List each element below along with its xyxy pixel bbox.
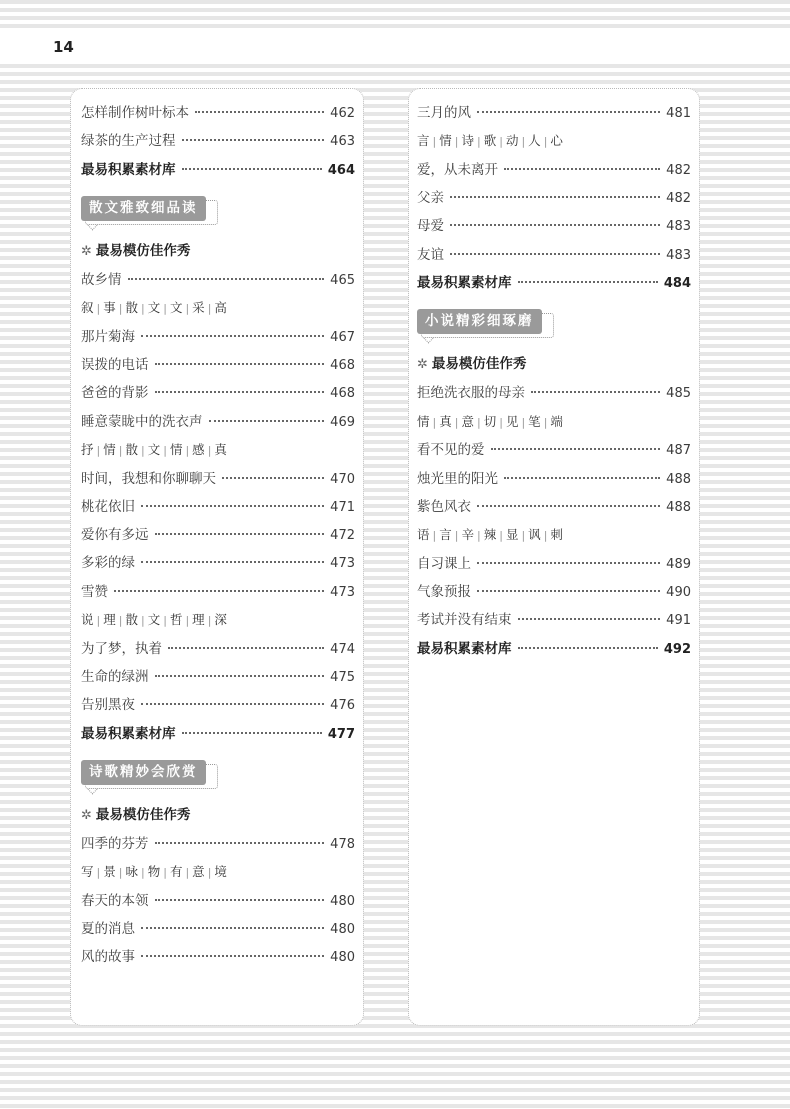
leader-dots [450, 196, 660, 198]
sub-char: 显 [505, 527, 519, 543]
entry-title: 爱你有多远 [81, 527, 149, 544]
leader-dots [504, 168, 660, 170]
toc-entry[interactable] [417, 212, 691, 240]
sub-char: 理 [192, 612, 205, 628]
toc-entry[interactable] [81, 915, 355, 943]
entry-title: 最易积累素材库 [81, 161, 176, 178]
sub-char: 事 [103, 300, 116, 316]
toc-entry-library[interactable] [417, 635, 691, 663]
entry-page: 475 [330, 669, 355, 685]
toc-entry-library[interactable] [81, 720, 355, 748]
leader-dots [141, 927, 324, 929]
banner-label: 散文雅致细品读 [81, 196, 206, 221]
subsection-heading: 言 | 情 | 诗 | 歌 | 动 | 人 | 心 [417, 133, 563, 149]
entry-page: 478 [330, 836, 355, 852]
entry-title: 故乡情 [81, 271, 122, 288]
leader-dots [518, 281, 658, 283]
entry-title: 那片菊海 [81, 328, 135, 345]
sub-char: 叙 [81, 300, 94, 316]
toc-group [81, 99, 355, 184]
sub-char: 意 [461, 413, 474, 429]
leader-dots [155, 363, 325, 365]
sub-char: 情 [103, 441, 116, 457]
entry-title: 桃花依旧 [81, 498, 135, 515]
leader-dots [155, 675, 325, 677]
sub-char: 诗 [461, 133, 474, 149]
sub-char: 端 [550, 413, 563, 429]
toc-entry[interactable] [417, 578, 691, 606]
sub-char: 抒 [81, 441, 94, 457]
leader-dots [168, 647, 324, 649]
leader-dots [128, 278, 325, 280]
toc-entry[interactable] [81, 465, 355, 493]
leader-dots [114, 590, 324, 592]
sub-char: 散 [125, 612, 138, 628]
leader-dots [504, 477, 660, 479]
entry-page: 490 [666, 585, 691, 601]
entry-page: 492 [663, 641, 691, 657]
sub-char: 写 [81, 864, 94, 880]
subsection-heading: 语 | 言 | 辛 | 辣 | 显 | 讽 | 刺 [417, 527, 563, 543]
subsection-heading: 说 | 理 | 散 | 文 | 哲 | 理 | 深 [81, 612, 227, 628]
entry-page: 480 [330, 950, 355, 966]
entry-page: 472 [330, 528, 355, 544]
entry-page: 474 [330, 641, 355, 657]
toc-entry[interactable] [417, 493, 691, 521]
sub-char: 心 [550, 133, 563, 149]
sub-char: 有 [169, 864, 183, 880]
entry-page: 468 [330, 386, 355, 402]
toc-entry[interactable] [81, 887, 355, 915]
sub-char: 语 [417, 527, 430, 543]
entry-title: 告别黑夜 [81, 697, 135, 714]
leader-dots [531, 391, 660, 393]
sub-char: 境 [214, 864, 227, 880]
leader-dots [182, 732, 322, 734]
entry-page: 468 [330, 358, 355, 374]
toc-entry[interactable] [81, 99, 355, 127]
banner-label: 诗歌精妙会欣赏 [81, 760, 206, 785]
sub-char: 情 [439, 133, 452, 149]
leader-dots [477, 111, 660, 113]
entry-page: 463 [330, 134, 355, 150]
entry-title: 误拨的电话 [81, 357, 149, 374]
section-banner-fiction [417, 297, 691, 350]
toc-entry[interactable] [417, 156, 691, 184]
leader-dots [141, 561, 324, 563]
sub-char: 见 [505, 413, 519, 429]
sub-char: 辛 [461, 527, 474, 543]
sub-char: 歌 [483, 133, 497, 149]
entry-page: 480 [330, 922, 355, 938]
toc-entry[interactable] [81, 493, 355, 521]
leader-dots [518, 647, 658, 649]
toc-entry[interactable] [81, 408, 355, 436]
section-banner-poetry [81, 748, 355, 801]
toc-entry[interactable] [81, 521, 355, 549]
sub-char: 深 [214, 612, 227, 628]
entry-page: 488 [666, 471, 691, 487]
header-band [0, 31, 790, 61]
entry-page: 483 [666, 247, 691, 263]
sub-char: 哲 [169, 612, 183, 628]
sub-char: 文 [147, 612, 161, 628]
sub-char: 说 [81, 612, 94, 628]
entry-page: 491 [666, 613, 691, 629]
entry-title: 为了梦，执着 [81, 640, 162, 657]
entry-title: 春天的本领 [81, 892, 149, 909]
entry-title: 时间，我想和你聊聊天 [81, 470, 216, 487]
gear-icon: ✲ [81, 807, 92, 823]
toc-entry-library[interactable] [81, 156, 355, 184]
sub-char: 情 [417, 413, 430, 429]
leader-dots [491, 448, 661, 450]
section-banner-prose [81, 184, 355, 237]
entry-title: 看不见的爱 [417, 442, 485, 459]
entry-page: 465 [330, 272, 355, 288]
leader-dots [141, 955, 324, 957]
entry-page: 487 [666, 443, 691, 459]
toc-entry[interactable] [417, 241, 691, 269]
sub-char: 意 [192, 864, 205, 880]
section-title-label: 最易模仿佳作秀 [431, 356, 527, 373]
leader-dots [141, 505, 324, 507]
sub-char: 真 [439, 413, 452, 429]
entry-page: 484 [663, 276, 691, 292]
gear-icon: ✲ [81, 243, 92, 259]
section-title [81, 237, 355, 266]
leader-dots [155, 899, 325, 901]
leader-dots [182, 168, 322, 170]
toc-entry[interactable] [417, 606, 691, 634]
entry-title: 拒绝洗衣服的母亲 [417, 385, 525, 402]
toc-entry[interactable] [417, 184, 691, 212]
sub-char: 动 [505, 133, 519, 149]
toc-entry[interactable] [417, 550, 691, 578]
toc-entry[interactable] [81, 127, 355, 155]
entry-page: 489 [666, 556, 691, 572]
sub-char: 人 [528, 133, 541, 149]
toc-entry[interactable] [81, 351, 355, 379]
sub-char: 笔 [528, 413, 541, 429]
entry-page: 482 [666, 162, 691, 178]
section-title-label: 最易模仿佳作秀 [95, 806, 191, 823]
toc-entry[interactable] [417, 436, 691, 464]
sub-char: 物 [147, 864, 161, 880]
entry-title: 雪赞 [81, 583, 108, 600]
sub-char: 真 [214, 441, 227, 457]
entry-page: 473 [330, 556, 355, 572]
subsection-heading: 情 | 真 | 意 | 切 | 见 | 笔 | 端 [417, 413, 563, 429]
subsection-heading: 抒 | 情 | 散 | 文 | 情 | 感 | 真 [81, 441, 227, 457]
sub-char: 辣 [483, 527, 497, 543]
entry-page: 482 [666, 191, 691, 207]
entry-page: 469 [330, 414, 355, 430]
sub-char: 言 [439, 527, 452, 543]
toc-column-right [408, 88, 700, 1026]
sub-char: 文 [169, 300, 183, 316]
sub-char: 文 [147, 441, 161, 457]
entry-title: 怎样制作树叶标本 [81, 105, 189, 121]
leader-dots [155, 391, 325, 393]
entry-page: 483 [666, 219, 691, 235]
leader-dots [141, 335, 324, 337]
sub-char: 言 [417, 133, 430, 149]
leader-dots [477, 505, 660, 507]
entry-page: 462 [330, 106, 355, 121]
toc-entry[interactable] [81, 943, 355, 971]
toc-entry[interactable] [417, 379, 691, 407]
leader-dots [155, 842, 325, 844]
sub-char: 文 [147, 300, 161, 316]
section-title [417, 350, 691, 379]
sub-char: 采 [192, 300, 205, 316]
entry-page: 477 [327, 726, 355, 742]
leader-dots [450, 253, 660, 255]
entry-title: 最易积累素材库 [417, 640, 512, 657]
toc-column-left [70, 88, 364, 1026]
leader-dots [518, 618, 661, 620]
sub-char: 景 [103, 864, 116, 880]
toc-entry[interactable] [81, 323, 355, 351]
sub-char: 散 [125, 300, 138, 316]
entry-title: 最易积累素材库 [81, 725, 176, 742]
entry-title: 爸爸的背影 [81, 385, 149, 402]
entry-page: 481 [666, 106, 691, 121]
leader-dots [477, 562, 660, 564]
leader-dots [477, 590, 660, 592]
toc-entry[interactable] [81, 549, 355, 577]
entry-title: 四季的芬芳 [81, 835, 149, 852]
entry-title: 考试并没有结束 [417, 612, 512, 629]
toc-entry[interactable] [417, 99, 691, 127]
leader-dots [209, 420, 325, 422]
entry-page: 488 [666, 499, 691, 515]
entry-title: 风的故事 [81, 949, 135, 966]
entry-title: 母爱 [417, 218, 444, 235]
entry-page: 470 [330, 471, 355, 487]
leader-dots [155, 533, 325, 535]
entry-page: 476 [330, 698, 355, 714]
entry-title: 自习课上 [417, 555, 471, 572]
leader-dots [195, 111, 324, 113]
sub-char: 理 [103, 612, 116, 628]
sub-char: 情 [169, 441, 183, 457]
entry-page: 473 [330, 584, 355, 600]
entry-title: 友谊 [417, 246, 444, 263]
sub-char: 散 [125, 441, 138, 457]
toc-entry[interactable] [81, 663, 355, 691]
entry-title: 爱，从未离开 [417, 161, 498, 178]
sub-char: 高 [214, 300, 227, 316]
entry-page: 485 [666, 386, 691, 402]
toc-entry-library[interactable] [417, 269, 691, 297]
section-title [81, 801, 355, 830]
subsection-heading: 写 | 景 | 咏 | 物 | 有 | 意 | 境 [81, 864, 227, 880]
entry-title: 绿茶的生产过程 [81, 133, 176, 150]
leader-dots [222, 477, 324, 479]
entry-title: 睡意蒙眬中的洗衣声 [81, 413, 203, 430]
sub-char: 切 [483, 413, 497, 429]
section-title-label: 最易模仿佳作秀 [95, 242, 191, 259]
entry-page: 464 [327, 162, 355, 178]
entry-title: 父亲 [417, 190, 444, 207]
banner-label: 小说精彩细琢磨 [417, 309, 542, 334]
toc-entry[interactable] [81, 578, 355, 606]
entry-page: 467 [330, 329, 355, 345]
toc-entry[interactable] [81, 635, 355, 663]
entry-title: 最易积累素材库 [417, 275, 512, 292]
sub-char: 咏 [125, 864, 138, 880]
sub-char: 刺 [550, 527, 563, 543]
entry-title: 夏的消息 [81, 921, 135, 938]
leader-dots [450, 224, 660, 226]
leader-dots [141, 703, 324, 705]
entry-page: 480 [330, 893, 355, 909]
sub-char: 感 [192, 441, 205, 457]
subsection-heading: 叙 | 事 | 散 | 文 | 文 | 采 | 高 [81, 300, 227, 316]
toc-entry[interactable] [81, 266, 355, 294]
entry-page: 471 [330, 499, 355, 515]
toc-entry[interactable] [81, 691, 355, 719]
entry-title: 多彩的绿 [81, 555, 135, 572]
sub-char: 讽 [528, 527, 541, 543]
entry-title: 生命的绿洲 [81, 668, 149, 685]
toc-entry[interactable] [81, 830, 355, 858]
entry-title: 紫色风衣 [417, 498, 471, 515]
page-number: 14 [53, 38, 74, 56]
entry-title: 烛光里的阳光 [417, 470, 498, 487]
entry-title: 气象预报 [417, 584, 471, 601]
toc-entry[interactable] [417, 465, 691, 493]
entry-title: 三月的风 [417, 105, 471, 121]
leader-dots [182, 139, 325, 141]
gear-icon: ✲ [417, 357, 428, 373]
toc-entry[interactable] [81, 379, 355, 407]
